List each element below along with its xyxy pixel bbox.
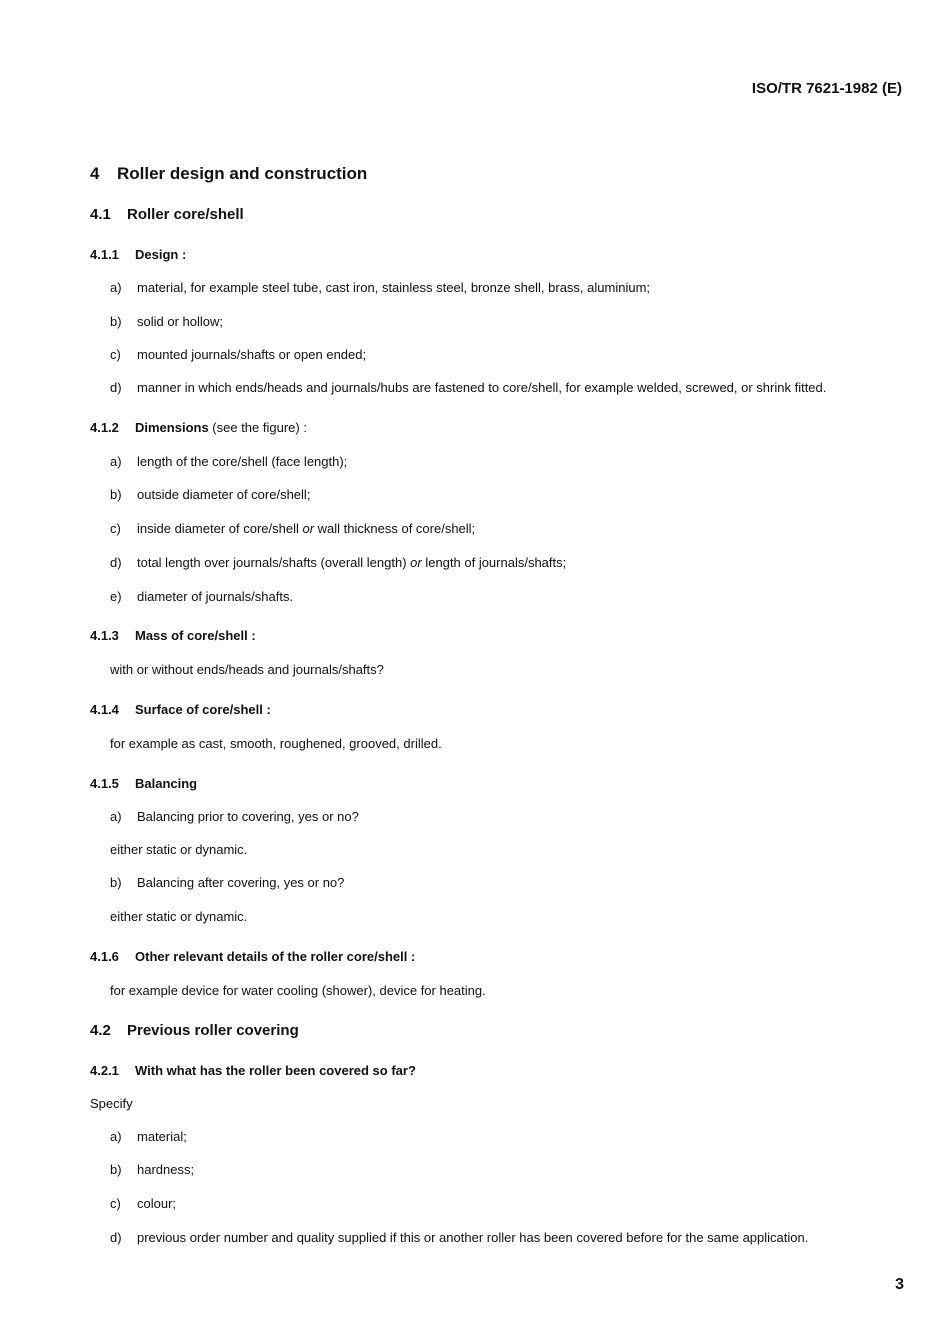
item-letter: a) [110, 809, 122, 824]
item-letter: e) [110, 589, 122, 604]
section-title: Dimensions [135, 420, 209, 435]
section-4-1-2-heading [90, 420, 307, 435]
section-number: 4.1 [90, 206, 111, 223]
item-letter: a) [110, 454, 122, 469]
specify-label: Specify [90, 1096, 133, 1111]
item-text: outside diameter of core/shell; [137, 487, 311, 502]
paragraph: either static or dynamic. [110, 842, 248, 857]
section-4-1-heading [90, 206, 244, 223]
section-title: Roller design and construction [117, 164, 368, 183]
item-text: solid or hollow; [137, 314, 223, 329]
section-4-heading [90, 164, 367, 184]
page-number: 3 [895, 1276, 904, 1293]
item-letter: c) [110, 1196, 121, 1211]
list-item [110, 1196, 176, 1211]
item-text-pre: total length over journals/shafts (overall length) [137, 555, 411, 570]
item-letter: c) [110, 521, 121, 536]
item-text: diameter of journals/shafts. [137, 589, 294, 604]
section-title: Other relevant details of the roller core/shell : [135, 949, 416, 964]
item-text-pre: inside diameter of core/shell [137, 521, 303, 536]
section-4-1-6-heading [90, 949, 415, 964]
item-text-post: length of journals/shafts; [421, 555, 567, 570]
item-text-post: wall thickness of core/shell; [314, 521, 476, 536]
item-text: mounted journals/shafts or open ended; [137, 347, 367, 362]
section-number: 4.1.5 [90, 776, 119, 791]
item-text-emphasis: or [410, 555, 422, 570]
list-item [110, 589, 293, 604]
list-item [110, 487, 310, 502]
item-text: Balancing after covering, yes or no? [137, 875, 345, 890]
item-text: material; [137, 1129, 187, 1144]
list-item [110, 1162, 194, 1177]
list-item [110, 347, 366, 362]
section-title: Roller core/shell [127, 206, 244, 223]
item-letter: b) [110, 1162, 122, 1177]
section-4-2-heading [90, 1022, 299, 1039]
item-text: Balancing prior to covering, yes or no? [137, 809, 359, 824]
item-text: colour; [137, 1196, 177, 1211]
list-item [110, 314, 223, 329]
item-text: manner in which ends/heads and journals/hubs are fastened to core/shell, for example welded, screwed, or shrink fitted. [137, 380, 827, 395]
section-number: 4.1.4 [90, 702, 119, 717]
paragraph: for example as cast, smooth, roughened, grooved, drilled. [110, 736, 442, 751]
list-item [110, 380, 826, 395]
section-note: (see the figure) : [208, 420, 307, 435]
section-number: 4.1.2 [90, 420, 119, 435]
section-number: 4 [90, 164, 100, 183]
item-letter: a) [110, 280, 122, 295]
section-number: 4.1.6 [90, 949, 119, 964]
item-letter: b) [110, 875, 122, 890]
item-letter: d) [110, 1230, 122, 1245]
paragraph: either static or dynamic. [110, 909, 248, 924]
list-item [110, 521, 475, 536]
list-item [110, 280, 650, 295]
section-title: With what has the roller been covered so far? [135, 1063, 416, 1078]
item-letter: a) [110, 1129, 122, 1144]
list-item [110, 1129, 187, 1144]
document-header: ISO/TR 7621-1982 (E) [751, 80, 902, 97]
section-title: Balancing [135, 776, 198, 791]
section-number: 4.2.1 [90, 1063, 119, 1078]
list-item [110, 875, 344, 890]
item-letter: b) [110, 487, 122, 502]
section-number: 4.1.3 [90, 628, 119, 643]
item-letter: d) [110, 555, 122, 570]
section-number: 4.2 [90, 1022, 111, 1039]
item-text: previous order number and quality supplied if this or another roller has been covered before for the same application. [137, 1230, 809, 1245]
item-text: length of the core/shell (face length); [137, 454, 348, 469]
item-letter: d) [110, 380, 122, 395]
section-title: Surface of core/shell : [135, 702, 271, 717]
item-text: material, for example steel tube, cast iron, stainless steel, bronze shell, brass, aluminium; [137, 280, 651, 295]
section-4-2-1-heading [90, 1063, 416, 1078]
list-item [110, 454, 347, 469]
section-number: 4.1.1 [90, 247, 119, 262]
item-text-emphasis: or [302, 521, 315, 536]
section-4-1-1-heading [90, 247, 186, 262]
paragraph: for example device for water cooling (shower), device for heating. [110, 983, 486, 998]
section-title: Previous roller covering [127, 1022, 299, 1039]
section-4-1-5-heading [90, 776, 197, 791]
section-title: Design : [135, 247, 187, 262]
paragraph: with or without ends/heads and journals/shafts? [110, 662, 384, 677]
section-4-1-3-heading [90, 628, 256, 643]
list-item [110, 809, 359, 824]
item-letter: c) [110, 347, 121, 362]
item-text: hardness; [137, 1162, 195, 1177]
list-item [110, 1230, 808, 1245]
item-letter: b) [110, 314, 122, 329]
list-item [110, 555, 566, 570]
section-title: Mass of core/shell : [135, 628, 256, 643]
section-4-1-4-heading [90, 702, 271, 717]
